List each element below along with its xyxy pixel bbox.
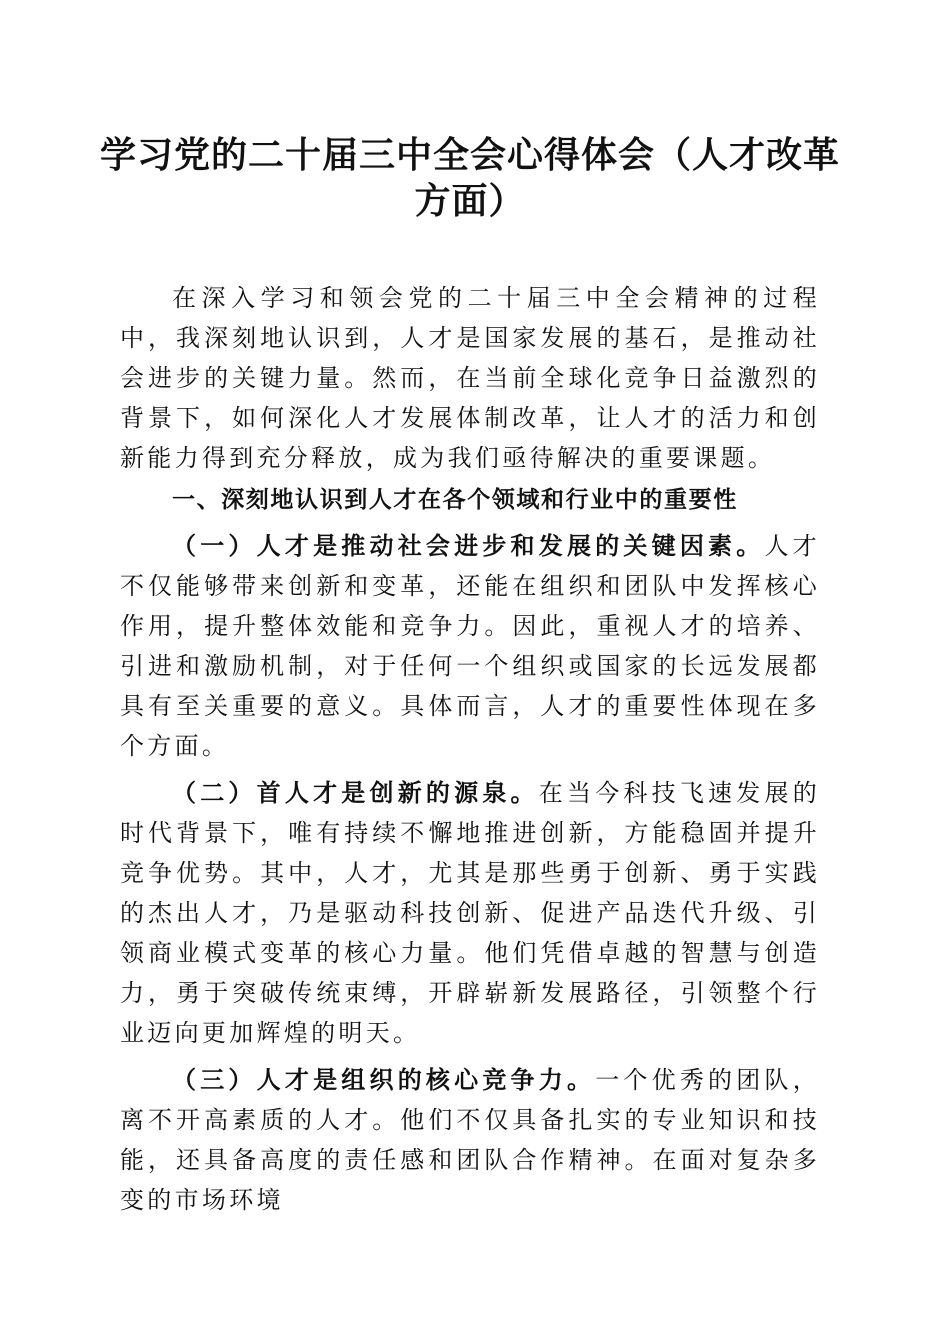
item-text: 一个优秀的团队，离不开高素质的人才。他们不仅具备扎实的专业知识和技能，还具备高度的责任感和团队合作精神。在面对复杂多变的市场环境 <box>120 1066 820 1214</box>
section-heading: 一、深刻地认识到人才在各个领域和行业中的重要性 <box>172 487 738 513</box>
section-item-1 <box>120 526 820 766</box>
item-text: 在当今科技飞速发展的时代背景下，唯有持续不懈地推进创新，方能稳固并提升竞争优势。其中，人才，尤其是那些勇于创新、勇于实践的杰出人才，乃是驱动科技创新、促进产品迭代升级、引领商业模式变革的核心力量。他们凭借卓越的智慧与创造力，勇于突破传统束缚，开辟崭新发展路径，引领整个行业迈向更加辉煌的明天。 <box>120 779 821 1047</box>
item-lead: （二）首人才是创新的源泉。 <box>172 779 539 807</box>
document-body <box>120 278 820 1220</box>
item-lead: （三）人才是组织的核心竞争力。 <box>172 1066 596 1094</box>
section-item-2 <box>120 773 820 1053</box>
item-text: 人才不仅能够带来创新和变革，还能在组织和团队中发挥核心作用，提升整体效能和竞争力。因此，重视人才的培养、引进和激励机制，对于任何一个组织或国家的长远发展都具有至关重要的意义。具体而言，人才的重要性体现在多个方面。 <box>120 532 820 760</box>
item-lead: （一）人才是推动社会进步和发展的关键因素。 <box>172 532 765 560</box>
section-item-3 <box>120 1060 820 1220</box>
intro-paragraph: 在深入学习和领会党的二十届三中全会精神的过程中，我深刻地认识到，人才是国家发展的基石，是推动社会进步的关键力量。然而，在当前全球化竞争日益激烈的背景下，如何深化人才发展体制改革，让人才的活力和创新能力得到充分释放，成为我们亟待解决的重要课题。 <box>120 284 820 472</box>
document-title: 学习党的二十届三中全会心得体会（人才改革方面） <box>100 134 841 222</box>
